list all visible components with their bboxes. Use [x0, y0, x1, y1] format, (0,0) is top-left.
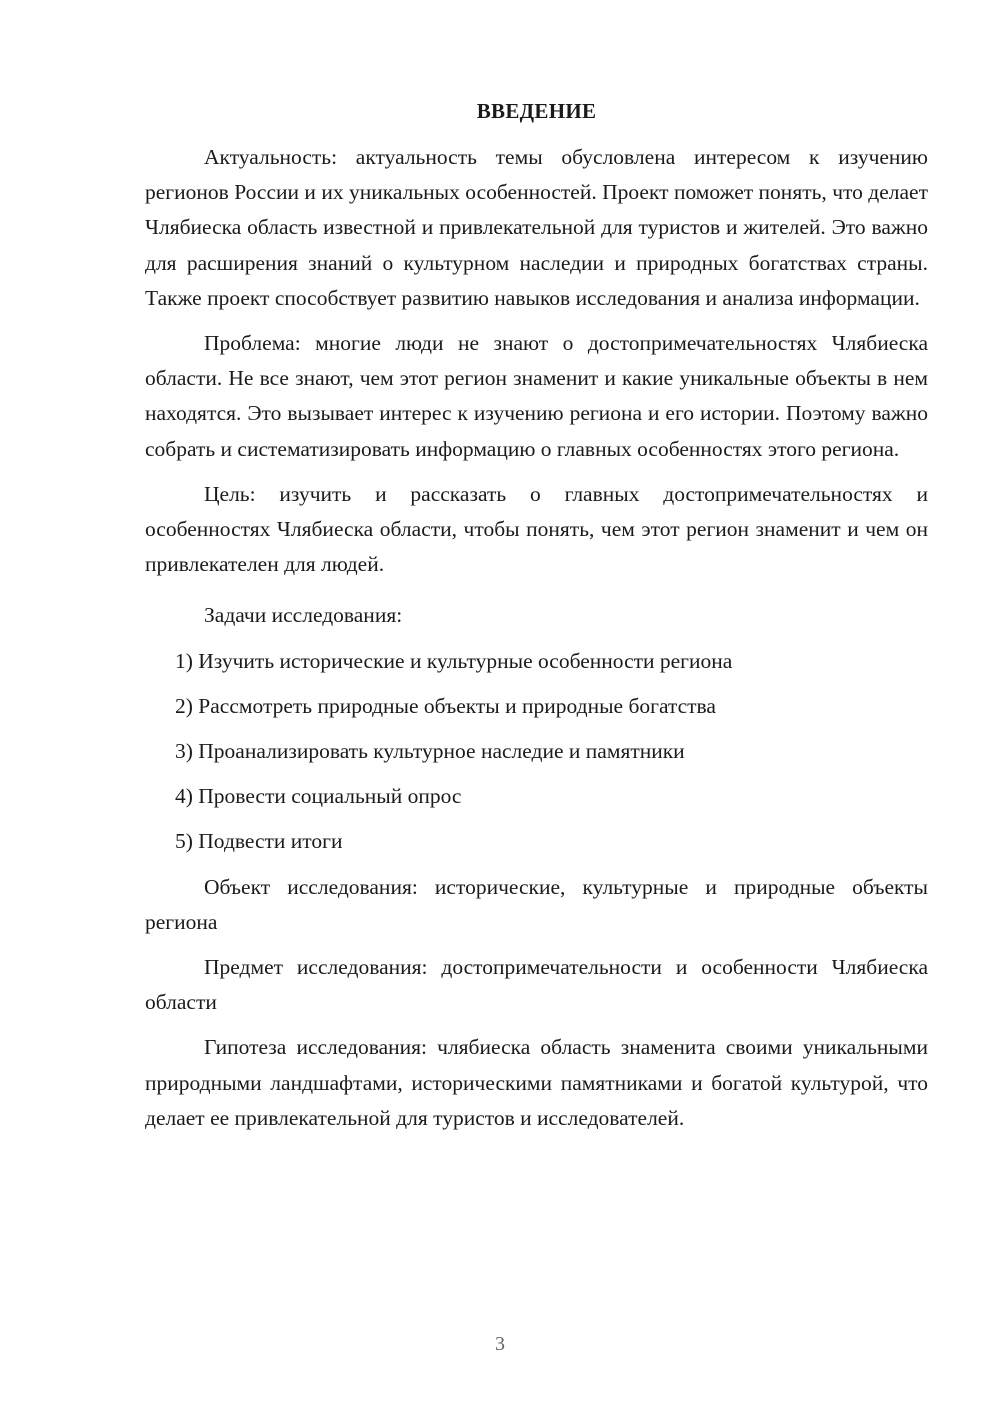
document-page — [145, 96, 928, 1146]
task-item: 4) Провести социальный опрос — [175, 784, 462, 809]
page-number: 3 — [495, 1333, 505, 1355]
task-item: 2) Рассмотреть природные объекты и природные богатства — [175, 693, 716, 718]
tasks-heading: Задачи исследования: — [204, 603, 403, 628]
paragraph-relevance: Актуальность: актуальность темы обусловлена интересом к изучению регионов России и их уникальных особенностей. Проект поможет понять, что делает Члябиеска область известной и привлекательной для туристов и жителей. Это важно для расширения знаний о культурном наследии и природных богатствах страны. Также проект способствует развитию навыков исследования и анализа информации. — [145, 145, 928, 310]
task-item: 1) Изучить исторические и культурные особенности региона — [175, 648, 733, 673]
task-item: 5) Подвести итоги — [175, 829, 343, 854]
tasks-list — [145, 644, 928, 860]
paragraph-object: Объект исследования: исторические, культурные и природные объекты региона — [145, 874, 928, 934]
paragraph-problem: Проблема: многие люди не знают о достопримечательностях Члябиеска области. Не все знают, чем этот регион знаменит и какие уникальные объекты в нем находятся. Это вызывает интерес к изучению региона и его истории. Поэтому важно собрать и систематизировать информацию о главных особенностях этого региона. — [145, 331, 928, 461]
task-item: 3) Проанализировать культурное наследие и памятники — [175, 739, 685, 764]
paragraph-hypothesis: Гипотеза исследования: члябиеска область знаменита своими уникальными природными ландшафтами, историческими памятниками и богатой культурой, что делает ее привлекательной для туристов и исследователей. — [145, 1035, 928, 1130]
paragraph-goal: Цель: изучить и рассказать о главных достопримечательностях и особенностях Члябиеска области, чтобы понять, чем этот регион знаменит и чем он привлекателен для людей. — [145, 481, 928, 577]
section-title: ВВЕДЕНИЕ — [476, 99, 597, 123]
paragraph-subject: Предмет исследования: достопримечательности и особенности Члябиеска области — [145, 955, 928, 1015]
